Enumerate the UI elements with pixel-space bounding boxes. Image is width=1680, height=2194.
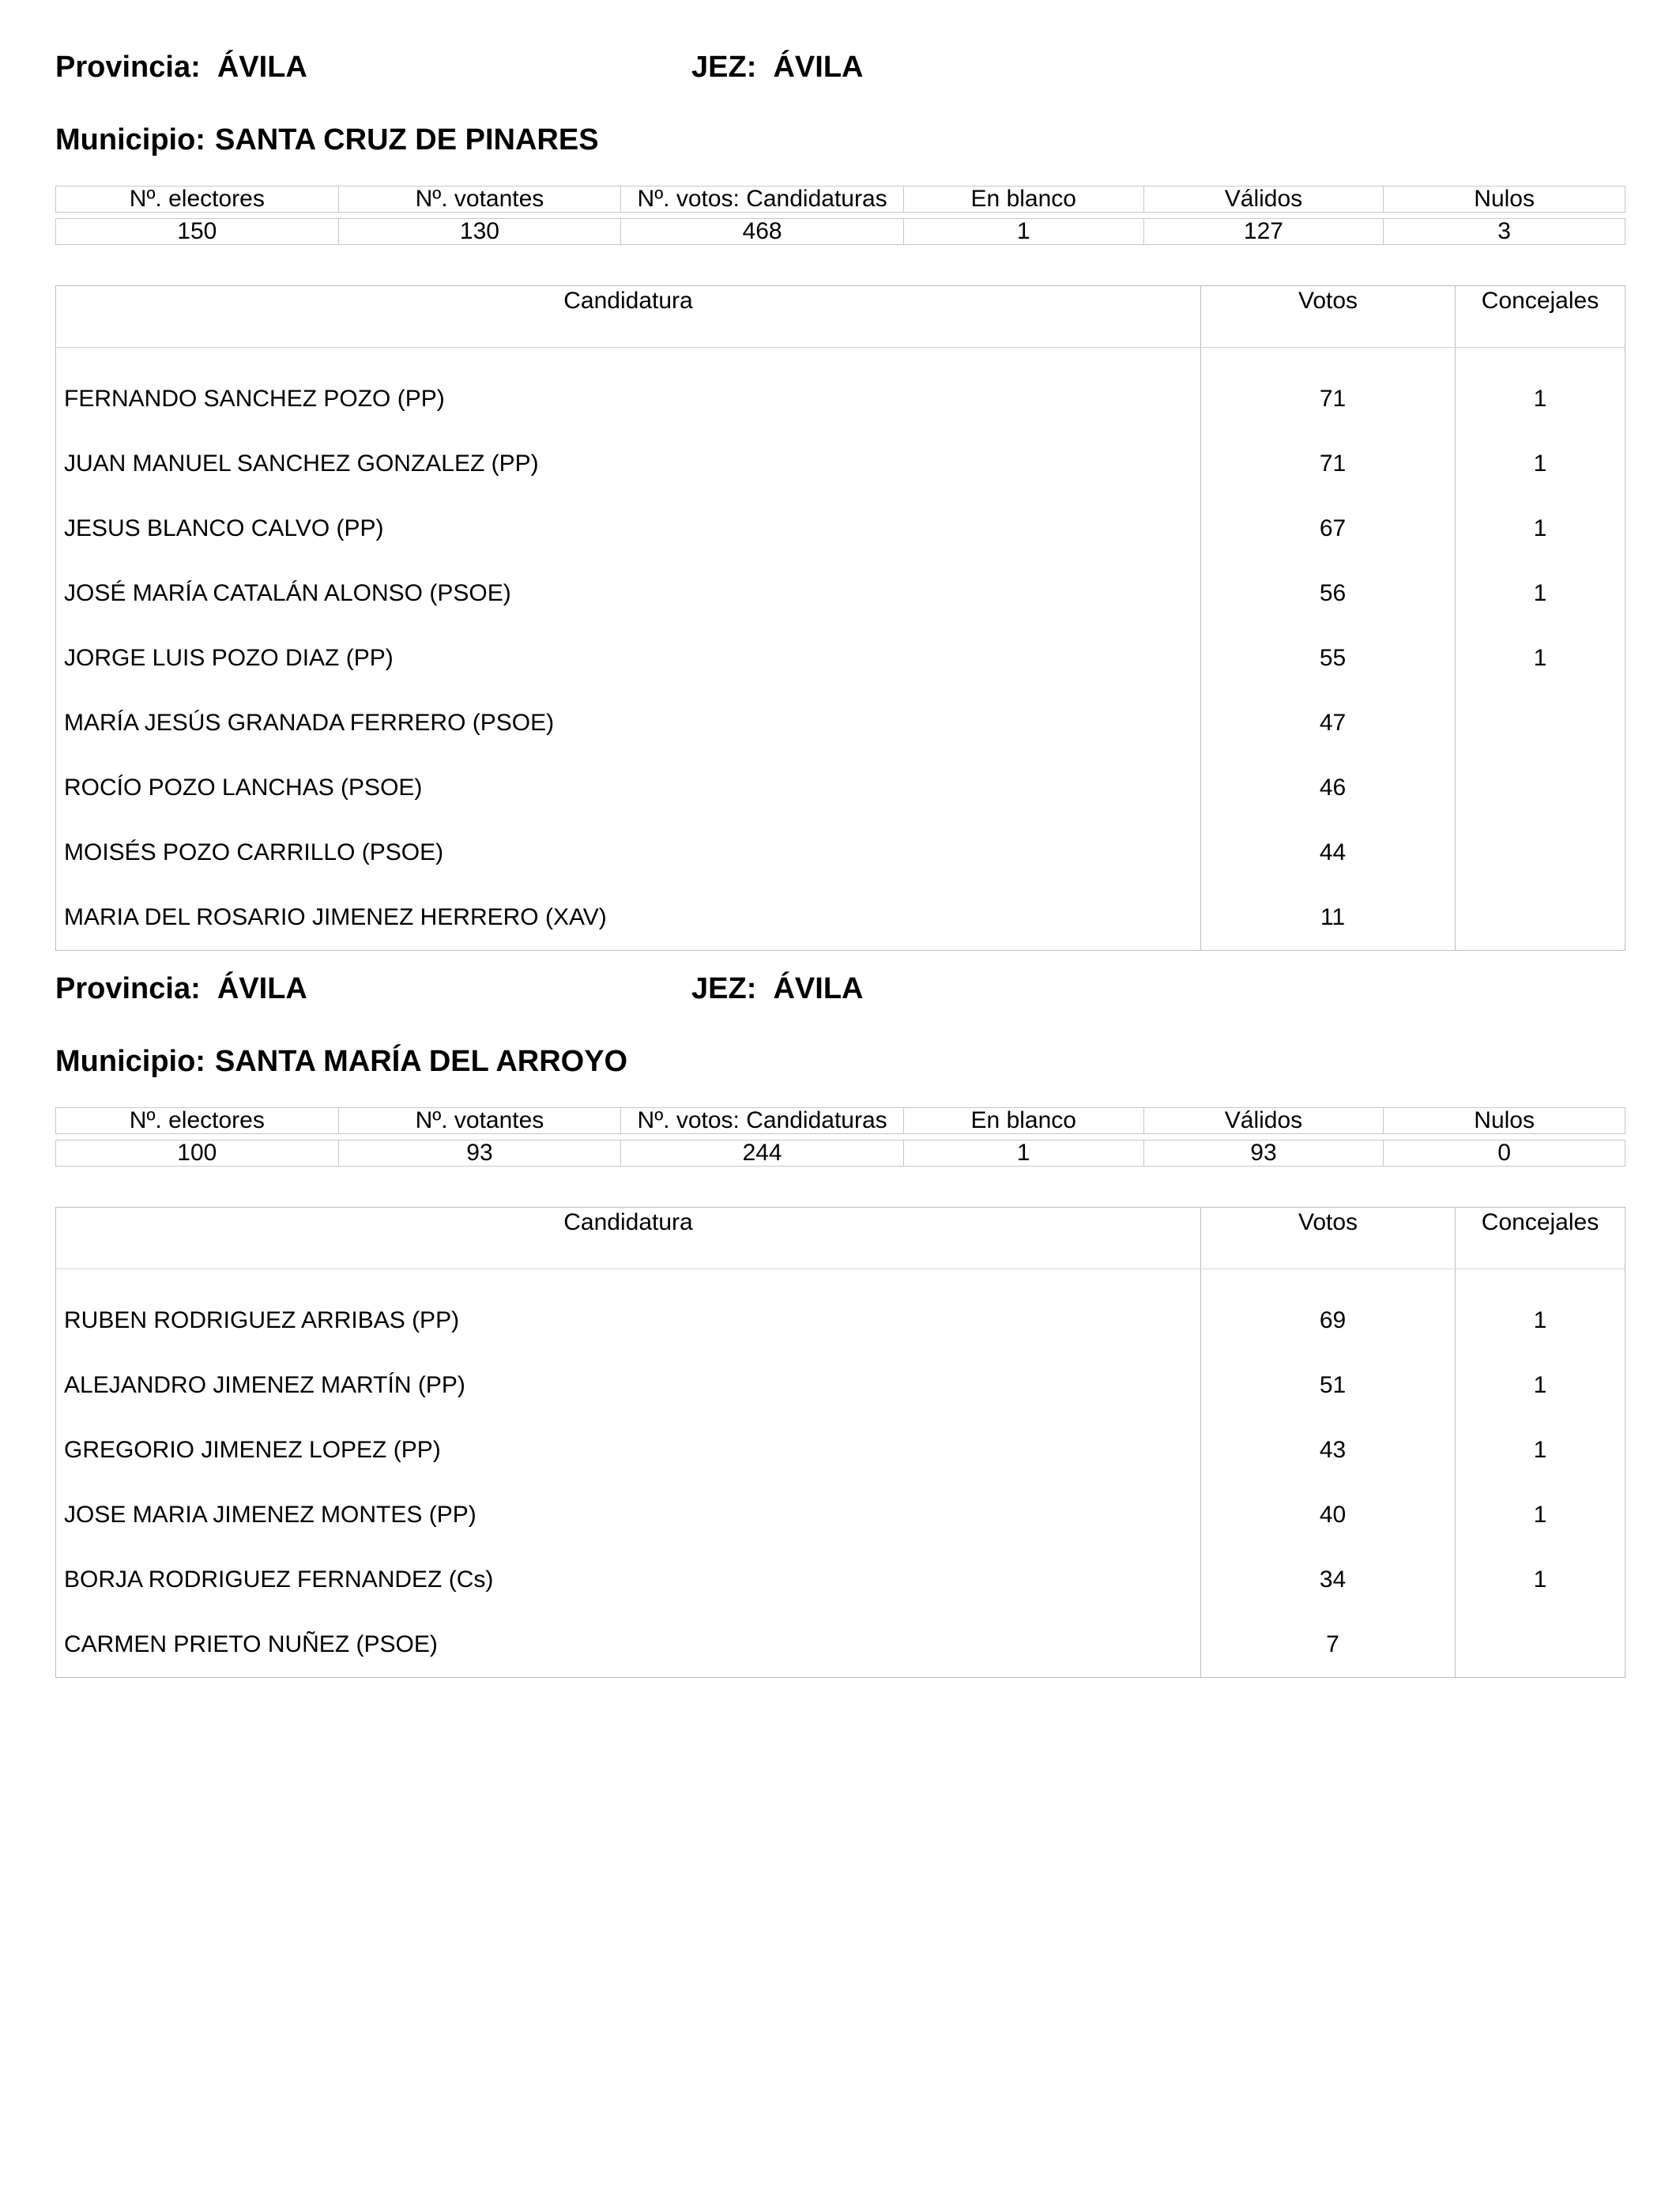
candidate-name: MARIA DEL ROSARIO JIMENEZ HERRERO (XAV) xyxy=(56,885,1201,950)
candidate-concejales xyxy=(1456,756,1625,820)
candidate-votos: 7 xyxy=(1201,1612,1456,1677)
candidate-votos: 55 xyxy=(1201,626,1456,691)
candidate-name: JOSÉ MARÍA CATALÁN ALONSO (PSOE) xyxy=(56,561,1201,626)
candidate-votos: 71 xyxy=(1201,367,1456,432)
votos-header: Votos xyxy=(1201,286,1456,347)
candidate-votos: 69 xyxy=(1201,1288,1456,1353)
spacer-cell xyxy=(1456,1269,1625,1288)
municipio-label: Municipio: xyxy=(55,123,205,156)
candidate-row xyxy=(56,885,1625,950)
candidate-row xyxy=(56,432,1625,496)
candidate-name: ROCÍO POZO LANCHAS (PSOE) xyxy=(56,756,1201,820)
stats-header-cell: Nº. votantes xyxy=(339,187,622,212)
candidate-name: MOISÉS POZO CARRILLO (PSOE) xyxy=(56,820,1201,885)
stats-header-cell: Nº. votos: Candidaturas xyxy=(621,1108,904,1133)
stats-header-cell: Nº. electores xyxy=(56,187,339,212)
candidate-row xyxy=(56,1483,1625,1547)
candidate-row xyxy=(56,756,1625,820)
candidates-header-row xyxy=(56,1208,1625,1269)
table-spacer xyxy=(56,1269,1625,1288)
municipio-heading xyxy=(55,116,599,164)
stats-value-cell: 3 xyxy=(1497,219,1511,244)
votos-header: Votos xyxy=(1201,1208,1456,1269)
spacer-cell xyxy=(56,1269,1201,1288)
municipio-section-2 xyxy=(55,965,1625,1657)
candidate-name: JORGE LUIS POZO DIAZ (PP) xyxy=(56,626,1201,691)
stats-table xyxy=(55,186,1625,245)
stats-header-row xyxy=(55,1107,1625,1134)
candidatura-header: Candidatura xyxy=(56,1208,1201,1269)
candidate-name: BORJA RODRIGUEZ FERNANDEZ (Cs) xyxy=(56,1547,1201,1612)
candidates-table xyxy=(55,285,1625,951)
candidate-votos: 34 xyxy=(1201,1547,1456,1612)
candidate-row xyxy=(56,820,1625,885)
municipio-section-1 xyxy=(55,43,1625,930)
candidate-row xyxy=(56,1612,1625,1677)
candidate-name: ALEJANDRO JIMENEZ MARTÍN (PP) xyxy=(56,1353,1201,1418)
candidate-name: MARÍA JESÚS GRANADA FERRERO (PSOE) xyxy=(56,691,1201,756)
stats-value-cell: 93 xyxy=(339,1140,622,1166)
jez-heading xyxy=(691,43,863,91)
stats-header-cell: Válidos xyxy=(1144,1108,1384,1133)
provincia-heading xyxy=(55,965,307,1012)
stats-value-cell: 93 xyxy=(1144,1140,1384,1166)
candidate-concejales: 1 xyxy=(1533,1437,1547,1463)
stats-value-cell: 1 xyxy=(904,1140,1144,1166)
concejales-header: Concejales xyxy=(1481,1209,1599,1235)
jez-label: JEZ: xyxy=(691,51,757,84)
spacer-cell xyxy=(1201,1269,1456,1288)
municipio-heading xyxy=(55,1038,627,1085)
stats-value-cell: 1 xyxy=(904,219,1144,244)
candidate-concejales: 1 xyxy=(1533,515,1547,541)
spacer-cell xyxy=(56,348,1201,367)
concejales-header: Concejales xyxy=(1481,288,1599,314)
candidate-row xyxy=(56,1288,1625,1353)
candidate-row xyxy=(56,626,1625,691)
stats-table xyxy=(55,1107,1625,1167)
candidate-concejales: 1 xyxy=(1533,1307,1547,1333)
jez-value: ÁVILA xyxy=(773,51,864,84)
candidate-name: FERNANDO SANCHEZ POZO (PP) xyxy=(56,367,1201,432)
spacer-cell xyxy=(1201,348,1456,367)
candidate-concejales xyxy=(1456,820,1625,885)
table-spacer xyxy=(56,348,1625,367)
municipio-label: Municipio: xyxy=(55,1045,205,1078)
stats-value-cell: 468 xyxy=(621,219,904,244)
candidate-row xyxy=(56,1353,1625,1418)
candidate-row xyxy=(56,691,1625,756)
candidate-votos: 44 xyxy=(1201,820,1456,885)
candidate-votos: 47 xyxy=(1201,691,1456,756)
stats-header-cell: En blanco xyxy=(904,187,1144,212)
candidate-votos: 46 xyxy=(1201,756,1456,820)
municipio-value: SANTA MARÍA DEL ARROYO xyxy=(214,1045,628,1078)
section-header-line xyxy=(55,43,1625,91)
jez-label: JEZ: xyxy=(691,972,757,1005)
candidate-concejales: 1 xyxy=(1533,450,1547,477)
candidate-votos: 40 xyxy=(1201,1483,1456,1547)
stats-value-cell: 100 xyxy=(56,1140,339,1166)
provincia-value: ÁVILA xyxy=(217,972,307,1005)
stats-value-cell: 150 xyxy=(56,219,339,244)
stats-value-cell: 127 xyxy=(1144,219,1384,244)
stats-value-row xyxy=(55,1140,1625,1167)
stats-value-cell: 130 xyxy=(339,219,622,244)
stats-header-cell: En blanco xyxy=(904,1108,1144,1133)
candidate-concejales: 1 xyxy=(1533,1502,1547,1528)
provincia-label: Provincia: xyxy=(55,972,201,1005)
stats-value-row xyxy=(55,218,1625,245)
stats-header-cell: Nº. votantes xyxy=(339,1108,622,1133)
stats-header-cell: Nulos xyxy=(1474,1108,1535,1133)
spacer-cell xyxy=(1456,348,1625,367)
stats-header-cell: Válidos xyxy=(1144,187,1384,212)
candidate-concejales xyxy=(1456,691,1625,756)
candidate-name: GREGORIO JIMENEZ LOPEZ (PP) xyxy=(56,1418,1201,1483)
candidate-row xyxy=(56,367,1625,432)
candidate-name: JUAN MANUEL SANCHEZ GONZALEZ (PP) xyxy=(56,432,1201,496)
jez-value: ÁVILA xyxy=(773,972,864,1005)
stats-header-cell: Nº. electores xyxy=(56,1108,339,1133)
candidate-concejales xyxy=(1456,885,1625,950)
candidate-row xyxy=(56,561,1625,626)
candidate-name: CARMEN PRIETO NUÑEZ (PSOE) xyxy=(56,1612,1201,1677)
candidate-concejales: 1 xyxy=(1533,1566,1547,1593)
candidate-concejales xyxy=(1456,1612,1625,1677)
candidate-concejales: 1 xyxy=(1533,645,1547,671)
candidate-votos: 51 xyxy=(1201,1353,1456,1418)
candidate-name: JESUS BLANCO CALVO (PP) xyxy=(56,496,1201,561)
candidatura-header: Candidatura xyxy=(56,286,1201,347)
municipio-value: SANTA CRUZ DE PINARES xyxy=(214,123,599,156)
candidate-votos: 56 xyxy=(1201,561,1456,626)
candidates-header-row xyxy=(56,286,1625,348)
candidate-concejales: 1 xyxy=(1533,1372,1547,1398)
candidate-votos: 43 xyxy=(1201,1418,1456,1483)
provincia-value: ÁVILA xyxy=(217,51,307,84)
candidate-name: JOSE MARIA JIMENEZ MONTES (PP) xyxy=(56,1483,1201,1547)
candidate-row xyxy=(56,1547,1625,1612)
section-header-line xyxy=(55,965,1625,1012)
stats-header-cell: Nulos xyxy=(1474,187,1535,212)
candidate-row xyxy=(56,496,1625,561)
candidate-votos: 11 xyxy=(1201,885,1456,950)
candidate-row xyxy=(56,1418,1625,1483)
candidate-concejales: 1 xyxy=(1533,386,1547,412)
provincia-label: Provincia: xyxy=(55,51,201,84)
candidate-concejales: 1 xyxy=(1533,580,1547,606)
stats-header-cell: Nº. votos: Candidaturas xyxy=(621,187,904,212)
candidate-votos: 71 xyxy=(1201,432,1456,496)
jez-heading xyxy=(691,965,863,1012)
stats-value-cell: 0 xyxy=(1497,1140,1511,1166)
candidate-name: RUBEN RODRIGUEZ ARRIBAS (PP) xyxy=(56,1288,1201,1353)
stats-header-row xyxy=(55,186,1625,213)
provincia-heading xyxy=(55,43,307,91)
stats-value-cell: 244 xyxy=(621,1140,904,1166)
candidate-votos: 67 xyxy=(1201,496,1456,561)
candidates-table xyxy=(55,1207,1625,1678)
